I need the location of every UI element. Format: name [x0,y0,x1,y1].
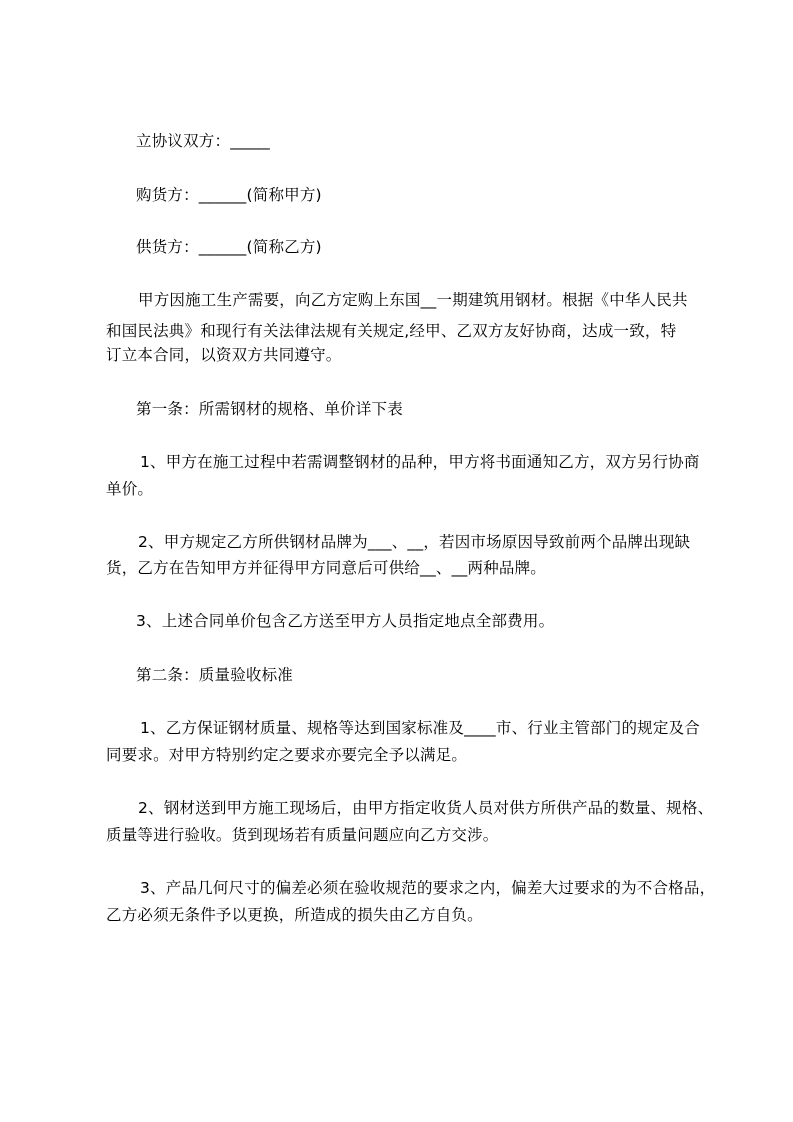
article1-title: 第一条：所需钢材的规格、单价详下表 [136,400,403,418]
article2-item2-line2: 质量等进行验收。货到现场若有质量问题应向乙方交涉。 [106,826,499,844]
article1-item3: 3、上述合同单价包含乙方送至甲方人员指定地点全部费用。 [136,612,555,630]
article1-item1-line2: 单价。 [106,480,154,498]
article2-item3-line2: 乙方必须无条件予以更换，所造成的损失由乙方自负。 [106,906,483,924]
article2-item2-line1: 2、钢材送到甲方施工现场后，由甲方指定收货人员对供方所供产品的数量、规格、 [138,799,714,817]
article2-item3-line1: 3、产品几何尺寸的偏差必须在验收规范的要求之内，偏差大过要求的为不合格品， [140,879,716,897]
intro-line-1: 甲方因施工生产需要，向乙方定购上东国__一期建筑用钢材。根据《中华人民共 [138,291,688,309]
article1-item2-line1: 2、甲方规定乙方所供钢材品牌为___、__，若因市场原因导致前两个品牌出现缺 [138,533,691,551]
parties-heading: 立协议双方：_____ [136,132,270,150]
buyer-line: 购货方：______(简称甲方) [136,186,322,204]
supplier-line: 供货方：______(简称乙方) [136,238,322,256]
article2-title: 第二条：质量验收标准 [136,666,294,684]
article2-item1-line1: 1、乙方保证钢材质量、规格等达到国家标准及____市、行业主管部门的规定及合 [140,719,700,737]
intro-line-3: 订立本合同，以资双方共同遵守。 [106,346,342,364]
article1-item1-line1: 1、甲方在施工过程中若需调整钢材的品种，甲方将书面通知乙方，双方另行协商 [140,453,700,471]
intro-line-2: 和国民法典》和现行有关法律法规有关规定,经甲、乙双方友好协商，达成一致，特 [106,322,677,340]
article2-item1-line2: 同要求。对甲方特别约定之要求亦要完全予以满足。 [106,746,468,764]
article1-item2-line2: 货，乙方在告知甲方并征得甲方同意后可供给__、__两种品牌。 [106,559,547,577]
